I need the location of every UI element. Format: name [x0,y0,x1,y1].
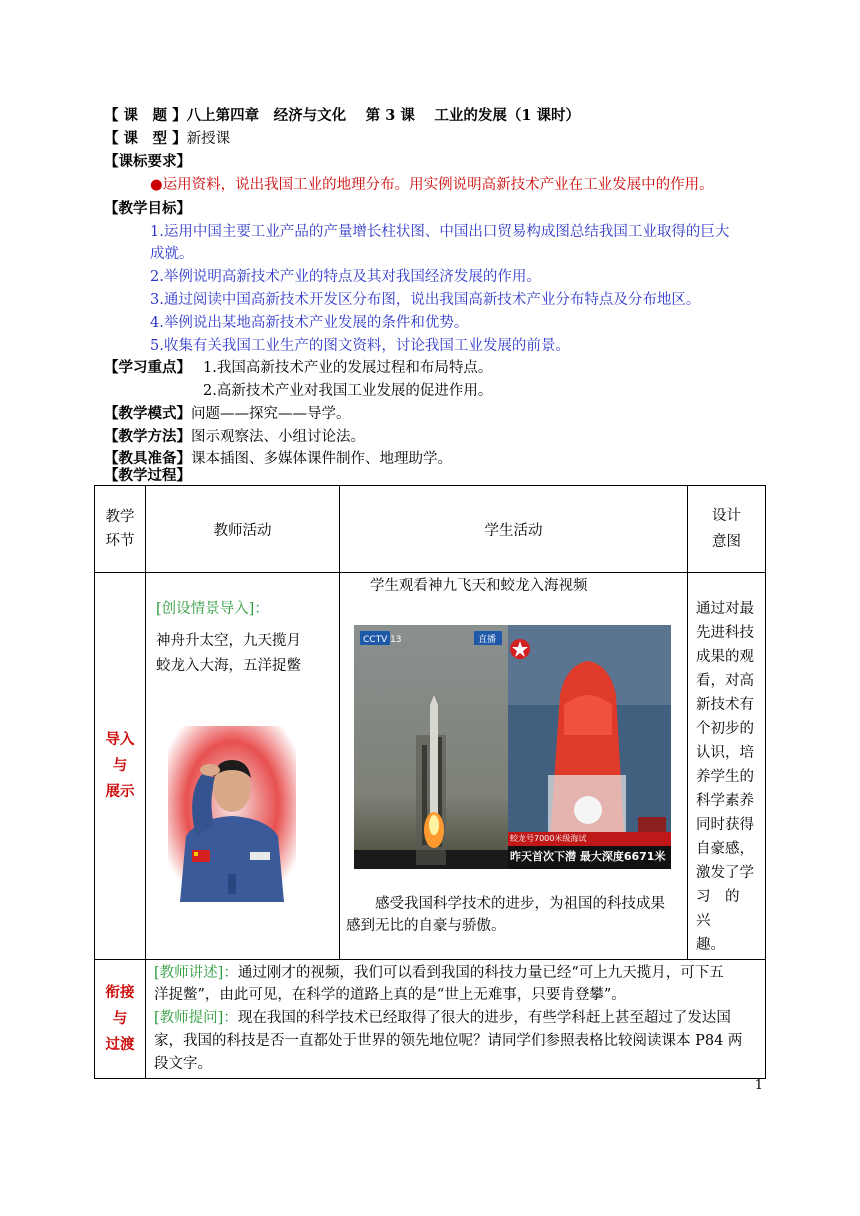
method-value: 图示观察法、小组讨论法。 [191,429,365,445]
standard-value: 运用资料，说出我国工业的地理分布。用实例说明高新技术产业在工业发展中的作用。 [162,177,714,193]
teacher-narration-tag: [教师讲述]： [154,965,238,981]
objective-5: 5.收集有关我国工业生产的图文资料，讨论我国工业发展的前景。 [150,338,570,354]
stage-transition [95,960,146,1079]
mode-value: 问题——探究——导学。 [191,406,351,422]
design-intent-text [688,573,765,957]
table-row [95,960,766,1079]
tv-caption-1: 蛟龙号7000米级海试 [510,834,587,843]
standard-row [150,175,714,195]
table-header-row [95,486,766,573]
focus-label: 【学习重点】 [104,359,191,376]
header-teacher: 教师活动 [146,486,340,573]
stage-transition-3: 过渡 [105,1036,135,1053]
design-intent-line: 自豪感， [696,841,754,857]
transition-content [146,960,766,1079]
type-label: 【 课 型 】 [104,130,187,147]
process-label: 【教学过程】 [104,467,191,484]
transition-line-1 [154,963,724,983]
teacher-intro-line2: 蛟龙入大海，五洋捉鳖 [156,658,301,674]
topic-value: 八上第四章 经济与文化 第 3 课 工业的发展（1 课时） [186,107,581,124]
objective-1: 1.运用中国主要工业产品的产量增长柱状图、中国出口贸易构成图总结我国工业取得的巨大 [150,224,730,240]
design-intent-line: 养学生的 [696,769,754,785]
tools-value: 课本插图、多媒体课件制作、地理助学。 [191,451,452,467]
student-activity-intro [340,573,688,960]
mode-row [104,404,351,424]
topic-label: 【 课 题 】 [104,107,187,124]
focus-row [104,358,191,378]
header-design-line2: 意图 [712,534,741,550]
design-intent-line: 认识，培 [696,745,754,761]
transition-text-2a: 现在我国的科学技术已经取得了很大的进步，有些学科赶上甚至超过了发达国 [237,1010,731,1026]
teacher-intro-title: [创设情景导入]： [156,601,269,617]
design-intent-line: 先进科技 [696,625,754,641]
design-intent-line: 成果的观 [696,649,754,665]
astronaut-salute-image [168,726,296,902]
stage-intro-3: 展示 [105,783,135,800]
focus-item-2: 2.高新技术产业对我国工业发展的促进作用。 [203,383,493,399]
process-table [94,485,766,1079]
submersible-video-frame [508,625,671,869]
header-design [688,486,766,573]
transition-text-2b: 家，我国的科技是否一直都处于世界的领先地位呢？请同学们参照表格比较阅读课本 P84 两 [154,1033,743,1049]
student-intro-bottom-1: 感受我国科学技术的进步，为祖国的科技成果 [346,896,665,912]
teacher-intro-line1: 神舟升太空，九天揽月 [156,633,301,649]
header-design-line1: 设计 [712,508,741,524]
rocket-launch-video-frame [354,625,508,869]
header-stage-line1: 教学 [105,509,135,525]
objective-1-cont: 成就。 [150,246,194,262]
focus-item-1: 1.我国高新技术产业的发展过程和布局特点。 [203,360,493,376]
method-row [104,427,365,447]
transition-text-1b: 洋捉鳖”，由此可见，在科学的道路上真的是“世上无难事，只要肯登攀”。 [154,987,626,1003]
type-value: 新授课 [186,131,231,147]
objectives-label: 【教学目标】 [104,200,191,217]
design-intent-line: 激发了学 [696,865,754,881]
method-label: 【教学方法】 [104,428,191,445]
header-student: 学生活动 [340,486,688,573]
teacher-question-tag: [教师提问]： [154,1010,238,1026]
student-intro-top: 学生观看神九飞天和蛟龙入海视频 [370,578,588,594]
objective-2: 2.举例说明高新技术产业的特点及其对我国经济发展的作用。 [150,269,541,285]
transition-text-1a: 通过刚才的视频，我们可以看到我国的科技力量已经“可上九天揽月，可下五 [237,965,724,981]
header-stage-line2: 环节 [105,533,135,549]
design-intent-line: 同时获得 [696,817,754,833]
design-intent-line: 趣。 [696,937,725,953]
stage-transition-1: 衔接 [105,984,135,1001]
tv-logo-text: CCTV 13 [363,635,402,645]
bullet-icon: ● [150,177,163,193]
standard-label: 【课标要求】 [104,153,191,170]
table-row [95,573,766,960]
design-intent-line: 看，对高 [696,673,754,689]
header-stage [95,486,146,573]
design-intent-line: 科学素养 [696,793,754,809]
design-intent-line: 新技术有 [696,697,754,713]
type-row [104,129,230,149]
page-number: 1 [754,1078,763,1093]
transition-text-2c: 段文字。 [154,1056,212,1072]
stage-intro [95,573,146,960]
objective-3: 3.通过阅读中国高新技术开发区分布图，说出我国高新技术产业分布特点及分布地区。 [150,292,701,308]
design-intent-line: 习 的 兴 [696,889,754,929]
objective-4: 4.举例说出某地高新技术产业发展的条件和优势。 [150,315,469,331]
stage-transition-2: 与 [112,1010,128,1027]
topic-row [104,106,580,126]
student-intro-bottom-2: 感到无比的自豪与骄傲。 [346,918,506,934]
design-intent-line: 个初步的 [696,721,754,737]
design-intent-intro [688,573,766,960]
teacher-activity-intro [146,573,340,960]
tools-label: 【教具准备】 [104,450,191,467]
design-intent-line: 通过对最 [696,601,754,617]
mode-label: 【教学模式】 [104,405,191,422]
tv-live-text: 直播 [478,635,497,645]
tv-caption-2: 昨天首次下潜 最大深度6671米 [510,850,666,863]
stage-intro-1: 导入 [105,731,135,748]
stage-intro-2: 与 [112,757,128,774]
transition-line-3 [154,1008,731,1028]
